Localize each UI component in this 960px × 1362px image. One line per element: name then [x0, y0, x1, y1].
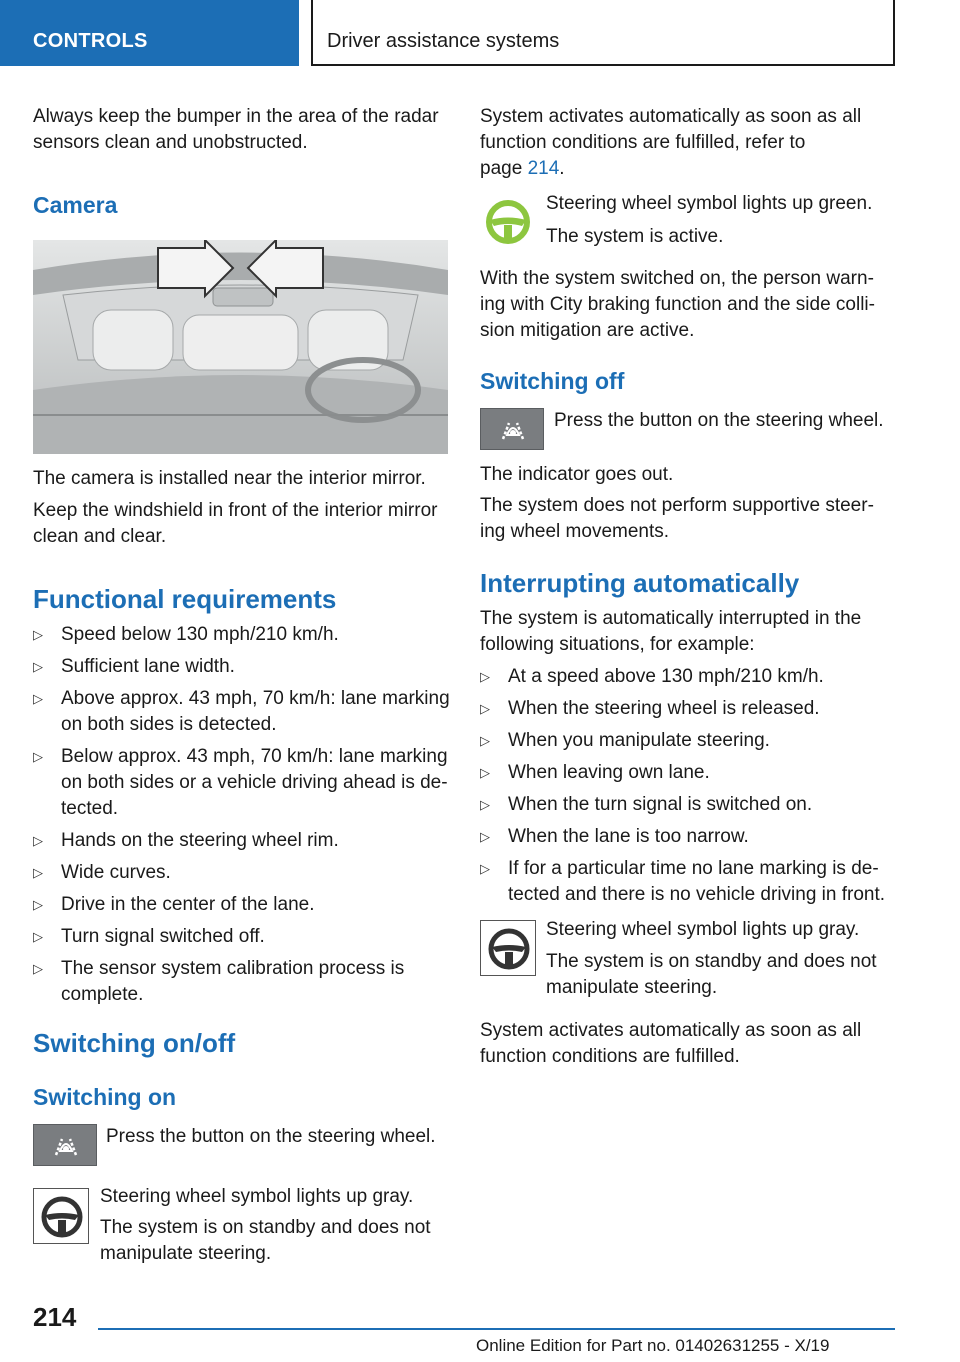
list-item-text: Sufficient lane width.: [61, 656, 235, 677]
auto-activate-paragraph-2: System activates automatically as soon as all function conditions are fulfilled.: [480, 1020, 862, 1067]
chapter-header: [311, 0, 895, 66]
no-support-text: The system does not perform supportive steering wheel movements.: [480, 495, 874, 542]
chapter-title: Driver assistance systems: [327, 30, 560, 52]
list-item: [480, 824, 892, 850]
steering-wheel-gray-icon-2: [480, 920, 536, 976]
list-item: [33, 744, 453, 822]
edition-text: Online Edition for Part no. 01402631255 - X/19: [476, 1336, 830, 1355]
page-number: 214: [33, 1302, 77, 1332]
bullet-triangle-icon: ▷: [33, 749, 43, 764]
list-item: [33, 956, 453, 1008]
bullet-triangle-icon: ▷: [33, 865, 43, 880]
list-item: [480, 792, 892, 818]
warning-paragraph: With the system switched on, the person warning with City braking function and the side collision mitigation are active.: [480, 268, 875, 341]
bullet-triangle-icon: ▷: [33, 897, 43, 912]
active-text: The system is active.: [546, 226, 724, 247]
list-item-text: Wide curves.: [61, 862, 171, 883]
list-item: [33, 622, 453, 648]
list-item: [480, 664, 892, 690]
list-item: [33, 686, 453, 738]
switch-off-instruction: Press the button on the steering wheel.: [554, 410, 884, 431]
interrupt-intro: The system is automatically interrupted in the following situations, for example:: [480, 608, 862, 655]
list-item: [33, 860, 453, 886]
list-item-text: At a speed above 130 mph/210 km/h.: [508, 666, 824, 687]
list-item: [33, 828, 453, 854]
bullet-triangle-icon: ▷: [33, 627, 43, 642]
interrupting-heading: Interrupting automatically: [480, 568, 800, 598]
lane-assist-button-icon-off: [480, 408, 544, 450]
bullet-triangle-icon: ▷: [33, 929, 43, 944]
list-item: [480, 760, 892, 786]
indicator-text: The indicator goes out.: [480, 464, 674, 485]
list-item: [480, 856, 892, 908]
list-item: [33, 654, 453, 680]
list-item-text: The sensor system calibration process is complete.: [61, 958, 405, 1005]
list-item-text: Hands on the steering wheel rim.: [61, 830, 339, 851]
bullet-triangle-icon: ▷: [33, 833, 43, 848]
switching-on-off-heading: Switching on/off: [33, 1028, 236, 1058]
list-item-text: When leaving own lane.: [508, 762, 710, 783]
list-item-text: When the lane is too narrow.: [508, 826, 749, 847]
list-item-text: Turn signal switched off.: [61, 926, 265, 947]
gray-symbol-text-2: Steering wheel symbol lights up gray.: [546, 919, 860, 940]
list-item: [480, 728, 892, 754]
camera-heading: Camera: [33, 192, 118, 218]
camera-text-windshield: Keep the windshield in front of the interior mirror clean and clear.: [33, 500, 438, 547]
green-symbol-text: Steering wheel symbol lights up green.: [546, 193, 873, 214]
auto-activate-paragraph: System activates automatically as soon as all function conditions are fulfilled, refer to page 214.: [480, 106, 862, 179]
bullet-triangle-icon: ▷: [33, 659, 43, 674]
intro-paragraph: Always keep the bumper in the area of the radar sensors clean and unobstructed.: [33, 106, 439, 153]
standby-text-2: The system is on standby and does not manipulate steering.: [546, 951, 877, 998]
bullet-triangle-icon: ▷: [480, 701, 490, 716]
list-item-text: Drive in the center of the lane.: [61, 894, 315, 915]
gray-symbol-text: Steering wheel symbol lights up gray.: [100, 1186, 414, 1207]
bullet-triangle-icon: ▷: [480, 829, 490, 844]
camera-text-location: The camera is installed near the interior mirror.: [33, 468, 426, 489]
section-tab: [0, 0, 299, 66]
bullet-triangle-icon: ▷: [480, 797, 490, 812]
list-item: [480, 696, 892, 722]
bullet-triangle-icon: ▷: [480, 669, 490, 684]
bullet-triangle-icon: ▷: [480, 861, 490, 876]
bullet-triangle-icon: ▷: [33, 691, 43, 706]
list-item-text: Above approx. 43 mph, 70 km/h: lane marking on both sides is detected.: [61, 688, 450, 735]
switch-on-instruction: Press the button on the steering wheel.: [106, 1126, 436, 1147]
section-title: CONTROLS: [33, 30, 148, 52]
steering-wheel-green-icon: [480, 194, 536, 250]
list-item-text: If for a particular time no lane marking is detected and there is no vehicle driving in front.: [508, 858, 886, 905]
list-item: [33, 924, 453, 950]
interrupt-list: [480, 664, 892, 914]
bullet-triangle-icon: ▷: [33, 961, 43, 976]
list-item-text: Speed below 130 mph/210 km/h.: [61, 624, 339, 645]
list-item-text: When the turn signal is switched on.: [508, 794, 813, 815]
list-item-text: When you manipulate steering.: [508, 730, 770, 751]
switching-on-heading: Switching on: [33, 1084, 177, 1110]
lane-assist-button-icon: [33, 1124, 97, 1166]
camera-location-photo: [33, 240, 448, 454]
functional-requirements-heading: Functional requirements: [33, 584, 337, 614]
car-interior-illustration: [33, 240, 448, 454]
page-reference-link[interactable]: 214: [527, 158, 560, 179]
list-item-text: When the steering wheel is released.: [508, 698, 820, 719]
standby-text: The system is on standby and does not manipulate steering.: [100, 1217, 431, 1264]
switching-off-heading: Switching off: [480, 368, 625, 394]
steering-wheel-gray-icon: [33, 1188, 89, 1244]
requirements-list: [33, 622, 453, 1014]
list-item-text: Below approx. 43 mph, 70 km/h: lane marking on both sides or a vehicle driving ahead is detected.: [61, 746, 448, 819]
bullet-triangle-icon: ▷: [480, 765, 490, 780]
bullet-triangle-icon: ▷: [480, 733, 490, 748]
footer-divider: [98, 1328, 895, 1330]
list-item: [33, 892, 453, 918]
